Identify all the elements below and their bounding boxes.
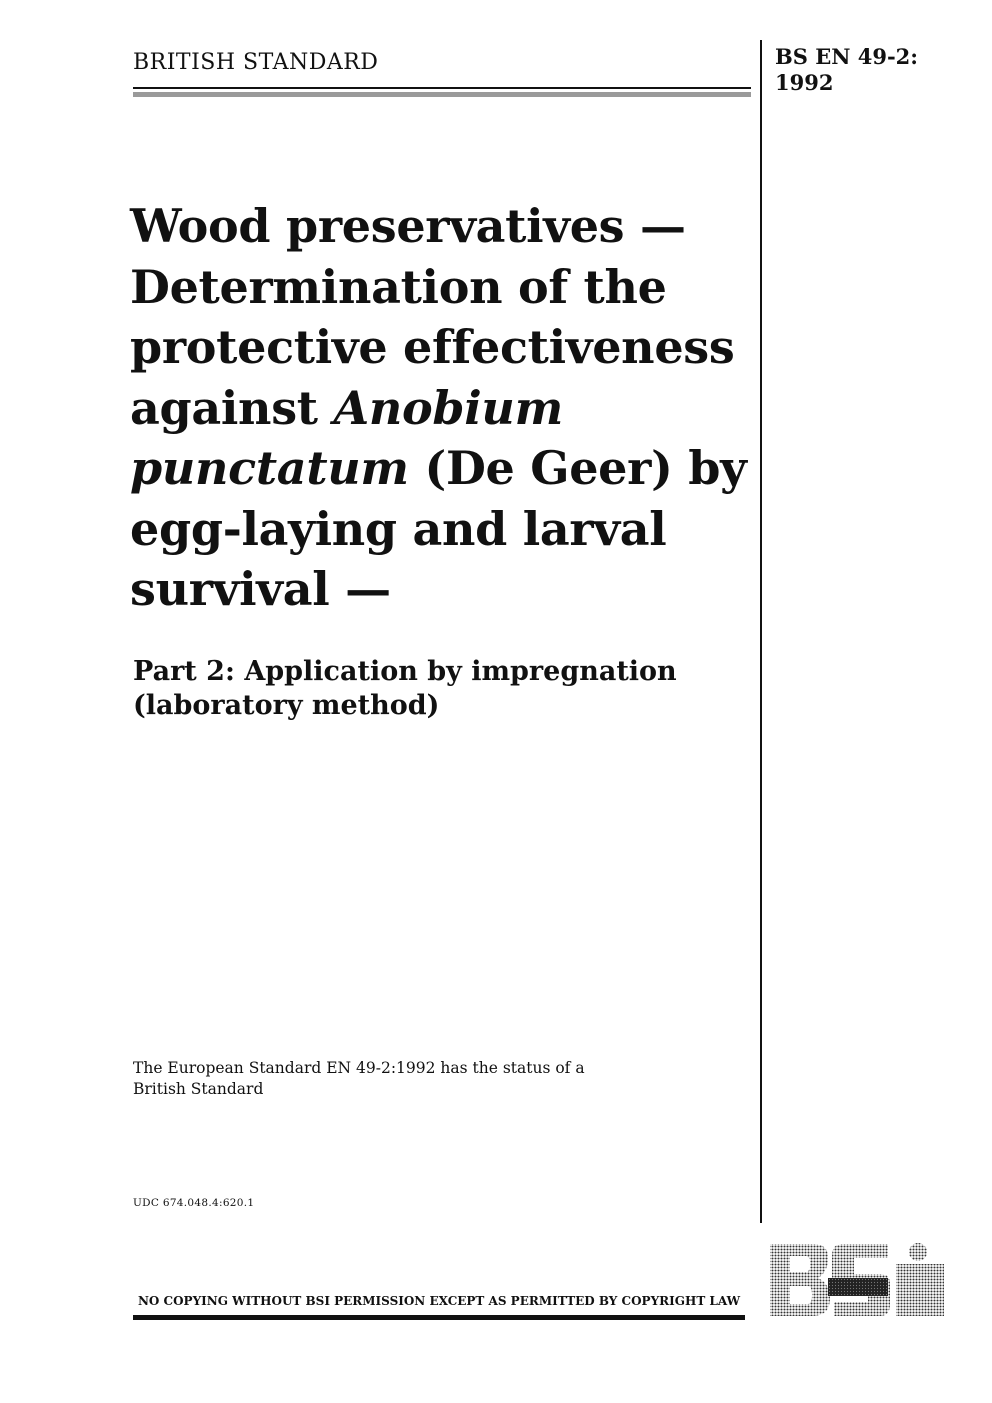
document-title <box>130 196 770 620</box>
title-line-7: survival — <box>130 562 391 616</box>
subtitle-line-2: (laboratory method) <box>133 690 440 721</box>
standard-number <box>775 44 975 96</box>
bottom-rule <box>133 1315 745 1320</box>
header-rule <box>133 87 751 98</box>
copyright-notice: NO COPYING WITHOUT BSI PERMISSION EXCEPT AS PERMITTED BY COPYRIGHT LAW <box>137 1294 741 1308</box>
document-subtitle <box>133 655 753 723</box>
udc-code: UDC 674.048.4:620.1 <box>133 1197 255 1209</box>
bsi-logo-icon <box>768 1242 946 1318</box>
status-note-line-2: British Standard <box>133 1080 264 1098</box>
header-rule-thin <box>133 87 751 89</box>
standard-number-line2: 1992 <box>775 70 834 95</box>
status-note <box>133 1058 593 1100</box>
status-note-line-1: The European Standard EN 49-2:1992 has the status of a <box>133 1059 585 1077</box>
title-line-6: egg-laying and larval <box>130 501 667 556</box>
title-line-4-pre: against <box>130 380 334 435</box>
title-line-4-italic: Anobium <box>333 380 563 435</box>
title-line-2: Determination of the <box>130 259 667 314</box>
standard-number-line1: BS EN 49-2: <box>775 44 919 69</box>
title-line-3: protective effectiveness <box>130 320 735 374</box>
title-line-1: Wood preservatives — <box>130 199 686 253</box>
subtitle-line-1: Part 2: Application by impregnation <box>133 656 677 687</box>
header-label: BRITISH STANDARD <box>133 50 379 75</box>
title-line-5-italic: punctatum <box>130 441 409 495</box>
header-rule-gray <box>133 92 751 97</box>
title-line-5-post: (De Geer) by <box>408 441 747 495</box>
